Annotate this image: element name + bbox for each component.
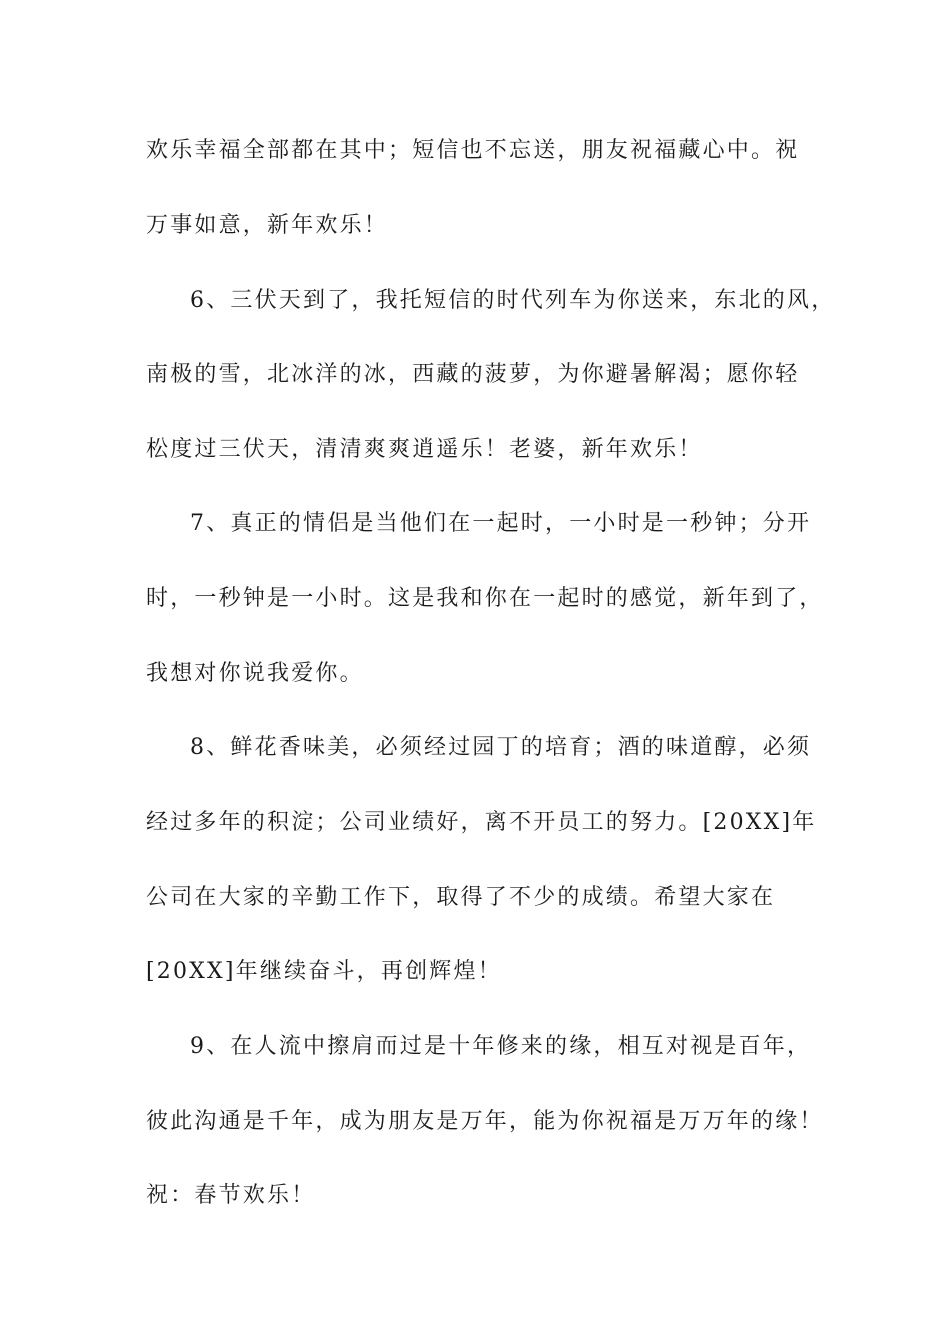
- text-line: 松度过三伏天，清清爽爽逍遥乐！老婆，新年欢乐！: [146, 437, 703, 462]
- text-line: 我想对你说我爱你。: [146, 661, 364, 686]
- paragraph-start-8: 8、鲜花香味美，必须经过园丁的培育；酒的味道醇，必须: [190, 735, 812, 760]
- paragraph-start-9: 9、在人流中擦肩而过是十年修来的缘，相互对视是百年，: [190, 1034, 812, 1059]
- text-line: 经过多年的积淀；公司业绩好，离不开员工的努力。[20XX]年: [146, 810, 817, 835]
- text-line: 公司在大家的辛勤工作下，取得了不少的成绩。希望大家在: [146, 885, 776, 910]
- paragraph-start-6: 6、三伏天到了，我托短信的时代列车为你送来，东北的风，: [190, 288, 836, 313]
- text-line: 祝：春节欢乐！: [146, 1183, 316, 1208]
- text-line: 万事如意，新年欢乐！: [146, 213, 389, 238]
- text-line: 彼此沟通是千年，成为朋友是万年，能为你祝福是万万年的缘！: [146, 1109, 824, 1134]
- text-line: 南极的雪，北冰洋的冰，西藏的菠萝，为你避暑解渴；愿你轻: [146, 362, 800, 387]
- paragraph-start-7: 7、真正的情侣是当他们在一起时，一小时是一秒钟；分开: [190, 511, 812, 536]
- text-line: 欢乐幸福全部都在其中；短信也不忘送，朋友祝福藏心中。祝: [146, 138, 800, 163]
- text-line: [20XX]年继续奋斗，再创辉煌！: [146, 959, 502, 984]
- text-line: 时，一秒钟是一小时。这是我和你在一起时的感觉，新年到了，: [146, 586, 824, 611]
